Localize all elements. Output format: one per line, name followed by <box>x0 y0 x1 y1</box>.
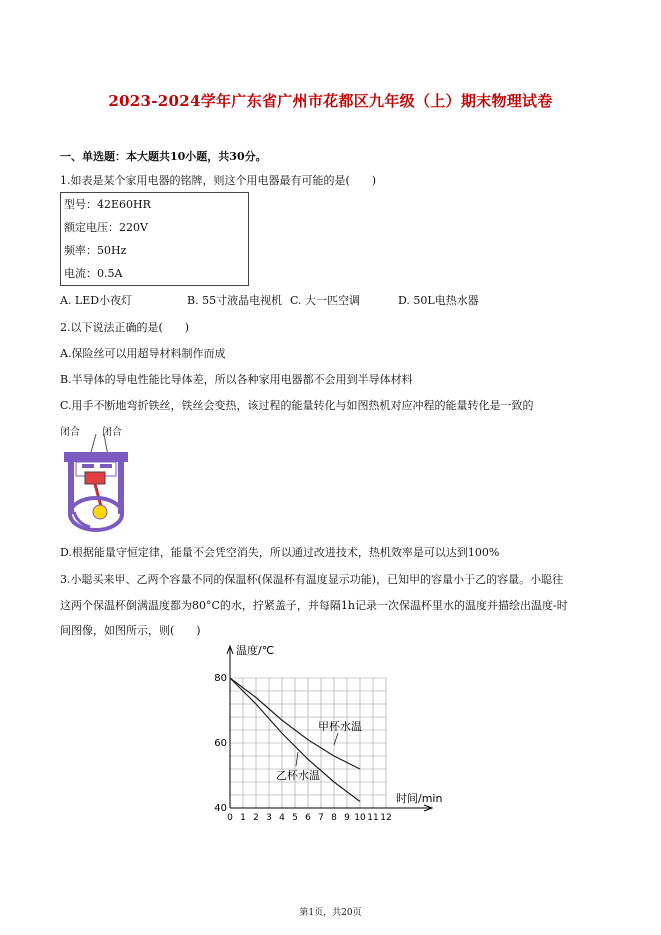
page-title: 2023-2024学年广东省广州市花都区九年级（上）期末物理试卷 <box>108 92 553 110</box>
temperature-chart <box>210 640 470 829</box>
option-d: D. 50L电热水器 <box>398 294 479 307</box>
nameplate-table <box>60 192 249 286</box>
x-tick-label: 0 <box>227 813 233 823</box>
question-2-option-a: A.保险丝可以用超导材料制作而成 <box>60 347 226 360</box>
x-tick-label: 7 <box>318 813 324 823</box>
y-tick-label: 60 <box>214 738 227 749</box>
x-axis-label: 时间/min <box>396 792 443 805</box>
series-label-yi: 乙杯水温 <box>276 769 320 782</box>
nameplate-row: 电流：0.5A <box>64 267 123 280</box>
engine-cylinder-illustration <box>58 434 148 532</box>
y-axis-label: 温度/℃ <box>236 644 275 657</box>
x-tick-label: 3 <box>266 813 272 823</box>
x-tick-label: 10 <box>354 813 366 823</box>
section-heading: 一、单选题：本大题共10小题，共30分。 <box>60 150 267 163</box>
x-tick-label: 5 <box>292 813 298 823</box>
x-tick-label: 1 <box>240 813 246 823</box>
temperature-chart-svg <box>210 640 470 825</box>
x-tick-label: 4 <box>279 813 285 823</box>
question-2-stem: 2.以下说法正确的是( ) <box>60 321 190 334</box>
x-tick-label: 8 <box>331 813 337 823</box>
engine-diagram <box>58 420 148 532</box>
nameplate-row: 频率：50Hz <box>64 244 127 257</box>
valve-label-right: 闭合 <box>102 427 122 438</box>
nameplate-row: 型号：42E60HR <box>64 198 151 211</box>
question-2-option-b: B.半导体的导电性能比导体差，所以各种家用电器都不会用到半导体材料 <box>60 373 413 386</box>
question-3-line-3: 间图像，如图所示，则( ) <box>60 624 201 637</box>
nameplate-row: 额定电压：220V <box>64 221 148 234</box>
question-2-option-c: C.用手不断地弯折铁丝，铁丝会变热，该过程的能量转化与如图热机对应冲程的能量转化是一致的 <box>60 399 534 412</box>
question-3-line-1: 3.小聪买来甲、乙两个容量不同的保温杯(保温杯有温度显示功能)，已知甲的容量小于乙的容量。小聪往 <box>60 573 564 586</box>
valve-label-left: 闭合 <box>60 427 80 438</box>
y-tick-label: 40 <box>214 803 227 814</box>
series-label-jia: 甲杯水温 <box>318 720 362 733</box>
x-tick-label: 2 <box>253 813 259 823</box>
question-3-line-2: 这两个保温杯倒满温度都为80°C的水，拧紧盖子，并每隔1h记录一次保温杯里水的温度并描绘出温度-时 <box>60 599 568 612</box>
question-1-options <box>60 294 479 308</box>
option-b: B. 55寸液晶电视机 <box>187 294 283 307</box>
y-tick-label: 80 <box>214 673 227 684</box>
x-tick-label: 6 <box>305 813 311 823</box>
x-tick-label: 11 <box>367 813 379 823</box>
question-1-stem: 1.如表是某个家用电器的铭牌，则这个用电器最有可能的是( ) <box>60 174 377 187</box>
option-c: C. 大一匹空调 <box>290 294 361 307</box>
option-a: A. LED小夜灯 <box>60 294 133 307</box>
question-2-option-d: D.根据能量守恒定律，能量不会凭空消失，所以通过改进技术，热机效率是可以达到100% <box>60 546 500 559</box>
page-footer: 第1页，共20页 <box>299 908 362 918</box>
x-tick-label: 12 <box>380 813 392 823</box>
x-tick-label: 9 <box>344 813 350 823</box>
leader-line-yi <box>296 752 298 766</box>
